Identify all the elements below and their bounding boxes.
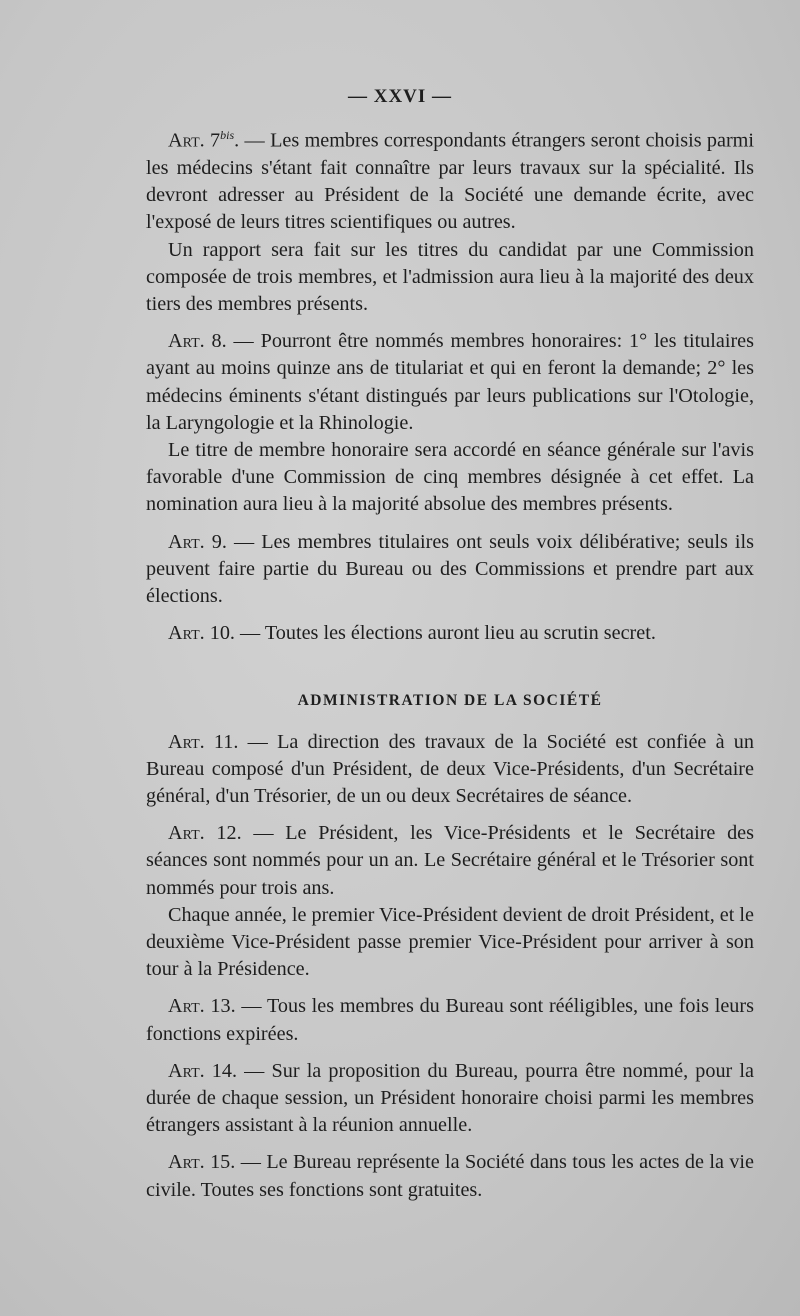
article-text: — Pourront être nommés membres honoraires: 1° les titulaires ayant au moins quinze ans de titulariat et qui en feront la demande; 2° les médecins éminents s'étant distingués par leurs publications sur l'Otologie, la Laryngologie et la Rhinologie. [146,330,754,434]
article-label: Art. 9. [168,530,227,553]
article-13 [146,993,754,1047]
article-text: — Le Bureau représente la Société dans tous les actes de la vie civile. Toutes ses fonctions sont gratuites. [146,1151,754,1201]
article-9 [146,529,754,611]
article-12 [146,820,754,902]
article-7bis [146,122,754,237]
article-15 [146,1149,754,1203]
article-14 [146,1058,754,1140]
article-label: Art. 7 [168,129,221,152]
article-text: — Tous les membres du Bureau sont rééligibles, une fois leurs fonctions expirées. [146,995,754,1045]
article-text: — La direction des travaux de la Société est confiée à un Bureau composé d'un Président, de deux Vice-Présidents, d'un Secrétaire général, d'un Trésorier, de un ou deux Secrétaires de séance. [146,730,754,807]
article-text: — Les membres titulaires ont seuls voix délibérative; seuls ils peuvent faire partie du Bureau ou des Commissions et prendre part aux élections. [146,530,754,607]
article-text: — Sur la proposition du Bureau, pourra être nommé, pour la durée de chaque session, un Président honoraire choisi parmi les membres étrangers assistant à la réunion annuelle. [146,1059,754,1137]
page-number: — XXVI — [347,86,453,107]
article-label: Art. 12. [168,822,242,845]
page-body [146,122,754,1204]
article-8-continuation: Le titre de membre honoraire sera accordé en séance générale sur l'avis favorable d'une Commission de cinq membres désignée à cet effet. La nomination aura lieu à la majorité absolue des membres présents. [146,438,754,516]
article-11 [146,729,754,811]
article-label: Art. 13. [168,995,236,1018]
section-title: ADMINISTRATION DE LA SOCIÉTÉ [297,692,603,710]
article-8 [146,328,754,437]
article-label: Art. 14. [168,1059,238,1082]
article-label: Art. 11. [168,730,239,753]
article-label: Art. 8. [168,330,227,353]
article-10 [146,620,754,647]
article-label: Art. 10. [168,622,235,645]
article-12-continuation: Chaque année, le premier Vice-Président devient de droit Président, et le deuxième Vice-Président passe premier Vice-Président pour arriver à son tour à la Présidence. [146,903,754,981]
article-label-superscript: bis [220,128,235,142]
article-text: . — Les membres correspondants étrangers seront choisis parmi les médecins s'étant fait connaître par leurs travaux sur la spécialité. Ils devront adresser au Président de la Société une demande écrite, avec l'exposé de leurs titres scientifiques ou autres. [146,129,754,234]
article-text: — Toutes les élections auront lieu au scrutin secret. [234,622,656,645]
article-label: Art. 15. [168,1151,236,1174]
article-7bis-continuation: Un rapport sera fait sur les titres du candidat par une Commission composée de trois membres, et l'admission aura lieu à la majorité des deux tiers des membres présents. [146,238,754,315]
article-text: — Le Président, les Vice-Présidents et le Secrétaire des séances sont nommés pour un an. Le Secrétaire général et le Trésorier sont nommés pour trois ans. [146,822,755,899]
